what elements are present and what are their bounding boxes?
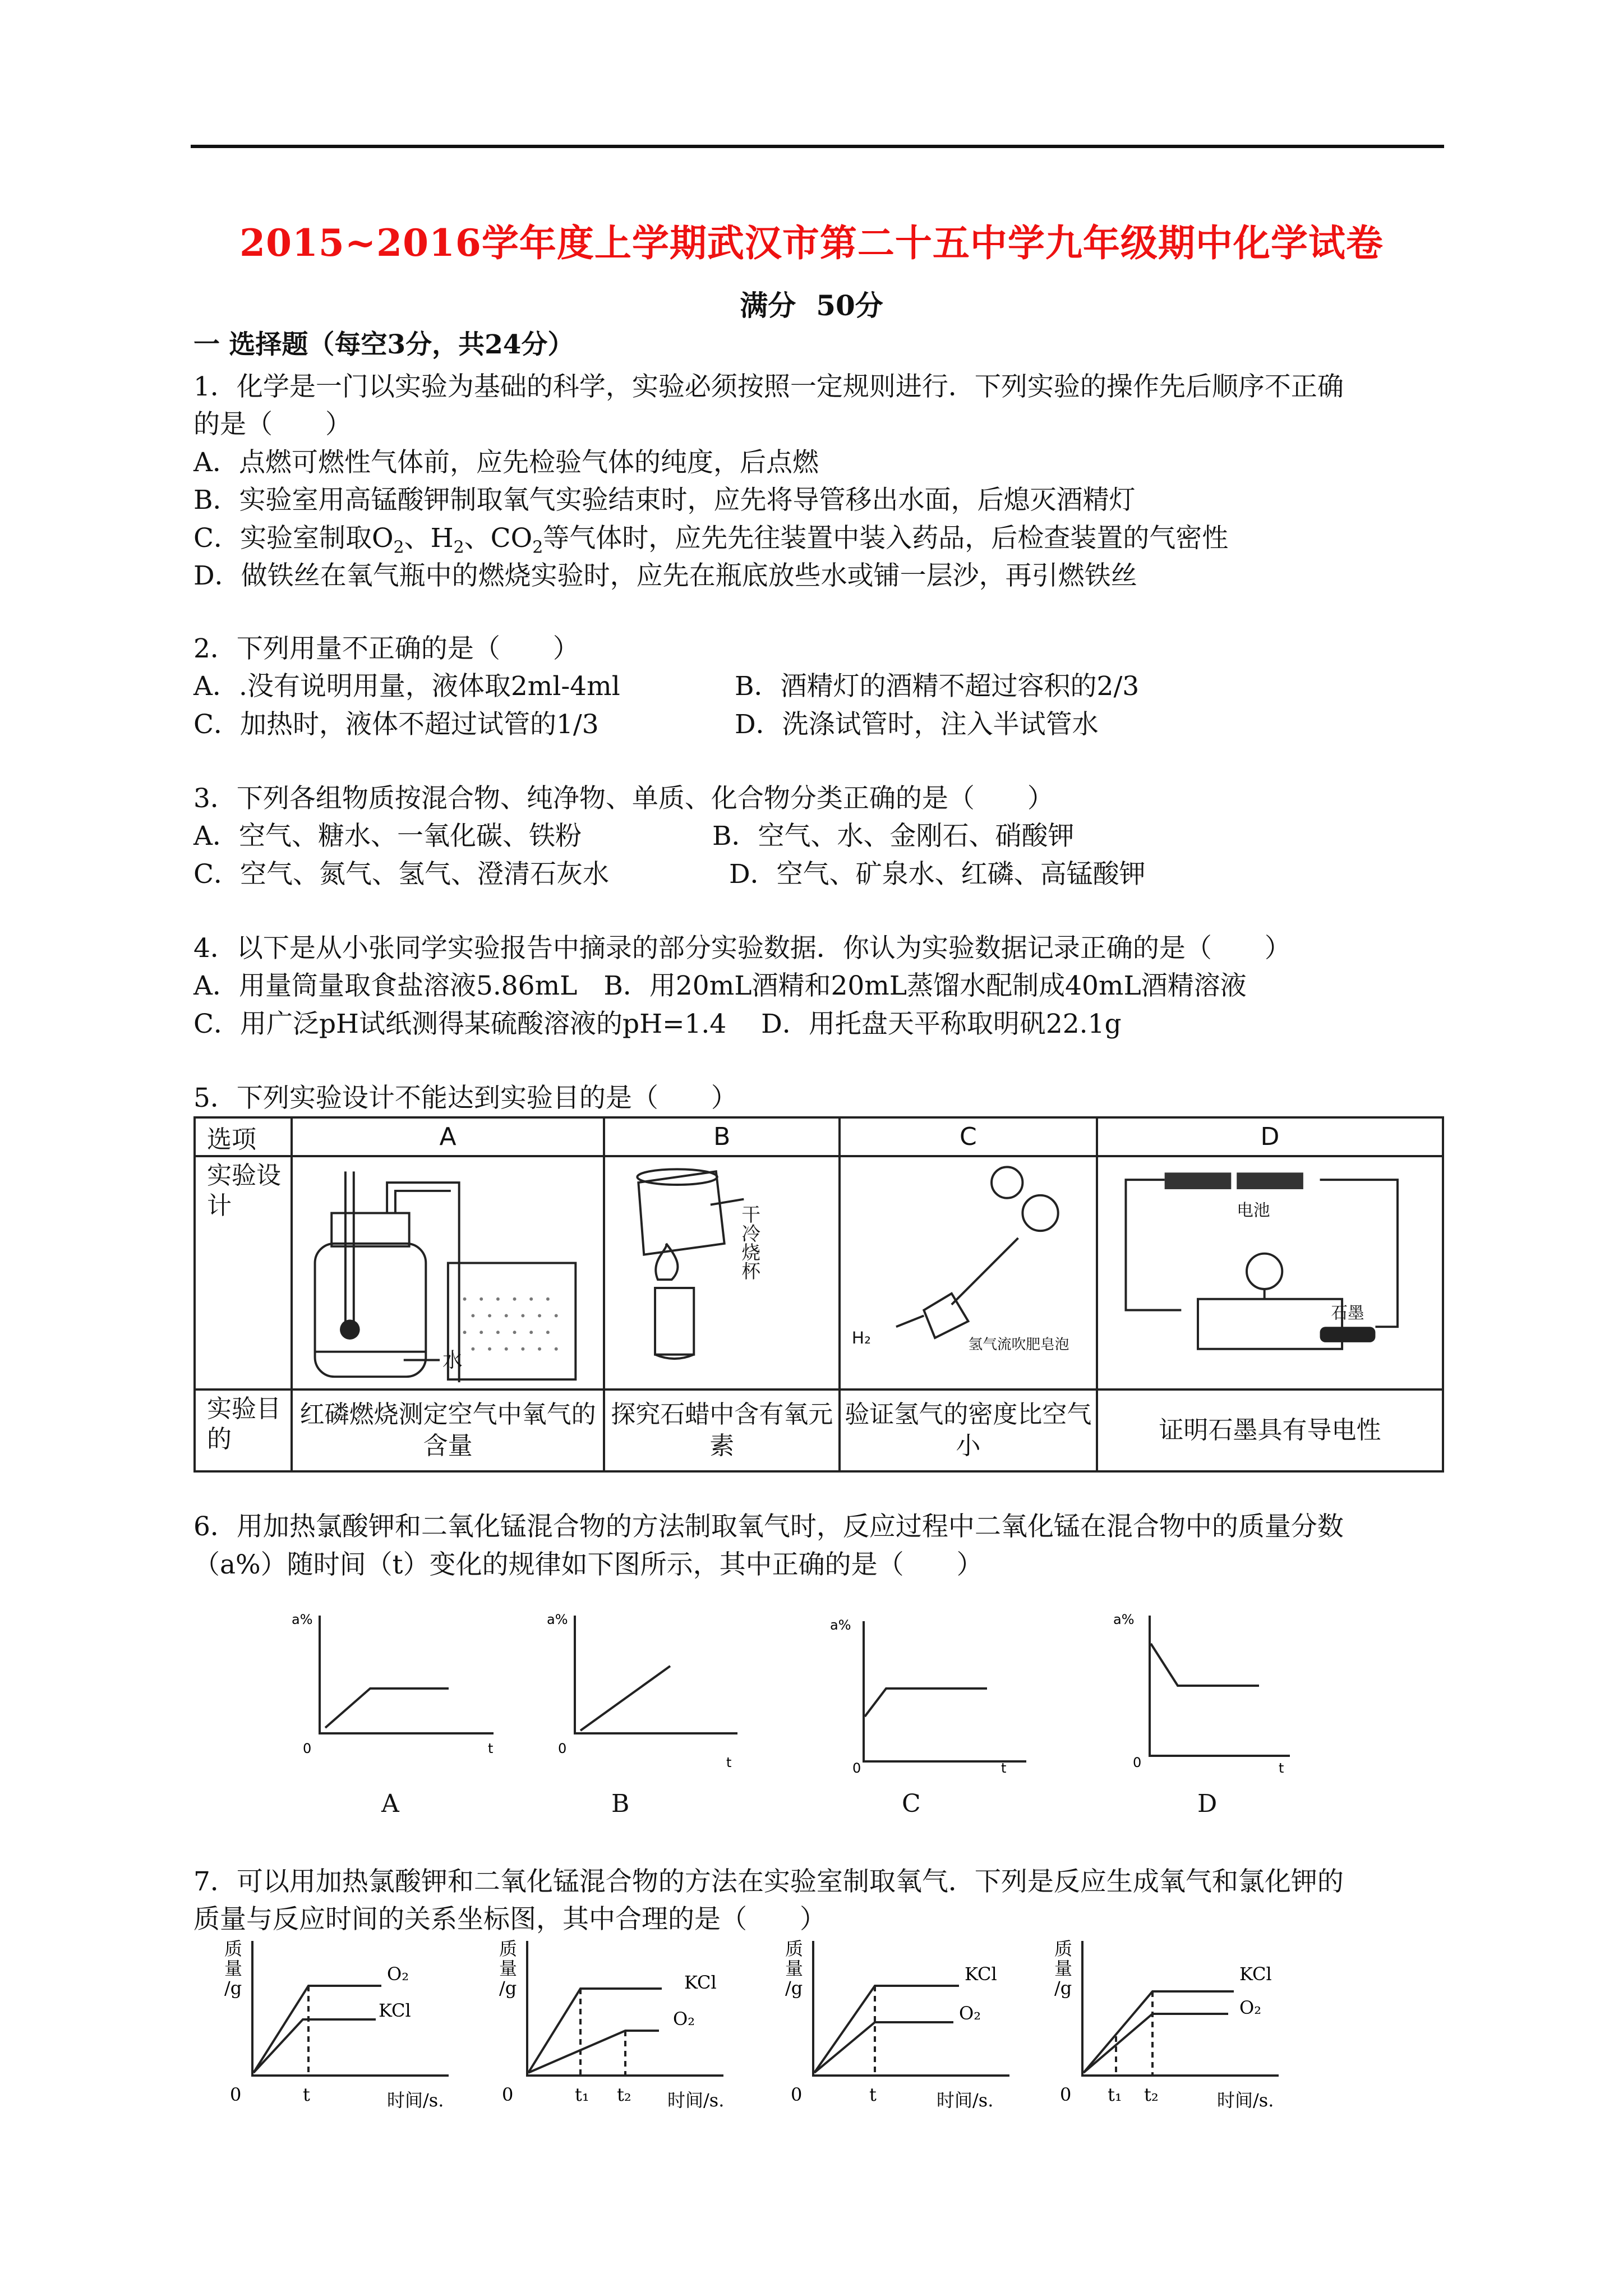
svg-text:时间/s.: 时间/s.: [387, 2090, 444, 2111]
q5-goal-b: 探究石蜡中含有氧元素: [604, 1389, 839, 1471]
svg-text:石墨: 石墨: [1331, 1303, 1364, 1323]
q1-option-a: A．点燃可燃性气体前，应先检验气体的纯度，后点燃: [193, 447, 819, 478]
svg-text:时间/s.: 时间/s.: [937, 2090, 994, 2111]
q2-option-d: D．洗涤试管时，注入半试管水: [735, 709, 1099, 740]
svg-text:t₂: t₂: [1144, 2084, 1159, 2105]
graphite-circuit-image: [1098, 1157, 1442, 1388]
svg-text:t: t: [1001, 1760, 1007, 1776]
q5-apparatus-d: [1097, 1156, 1443, 1389]
q5-apparatus-b: [604, 1156, 839, 1389]
svg-text:量: 量: [785, 1958, 804, 1979]
svg-text:质: 质: [1054, 1938, 1073, 1959]
svg-text:/g: /g: [224, 1977, 242, 1999]
svg-text:t₁: t₁: [575, 2084, 589, 2105]
q5-stem: 5．下列实验设计不能达到实验目的是（ ）: [193, 1083, 737, 1114]
q7-graph-c: [774, 1930, 1043, 2115]
svg-text:t: t: [726, 1755, 732, 1770]
svg-text:质: 质: [224, 1938, 243, 1959]
q5-header-c: C: [840, 1117, 1097, 1156]
svg-text:/g: /g: [785, 1977, 803, 1999]
svg-text:电池: 电池: [1237, 1200, 1270, 1220]
svg-text:0: 0: [791, 2084, 803, 2105]
svg-text:时间/s.: 时间/s.: [1217, 2090, 1274, 2111]
q3-option-a: A．空气、糖水、一氧化碳、铁粉: [193, 821, 582, 852]
q7-stem-cont: 质量与反应时间的关系坐标图，其中合理的是（ ）: [193, 1904, 826, 1935]
q7-graph-b: [488, 1930, 763, 2115]
q5-header-option: 选项: [195, 1117, 292, 1156]
q7-stem: 7．可以用加热氯酸钾和二氧化锰混合物的方法在实验室制取氧气．下列是反应生成氧气和氯化钾的: [193, 1866, 1344, 1897]
q3-option-b: B．空气、水、金刚石、硝酸钾: [712, 821, 1075, 852]
score-value: 50分: [816, 289, 883, 322]
svg-text:t: t: [1279, 1760, 1284, 1776]
svg-text:0: 0: [558, 1741, 567, 1756]
q6-graph-b: [536, 1604, 771, 1770]
svg-text:氢气流吹肥皂泡: 氢气流吹肥皂泡: [968, 1336, 1069, 1353]
q6-graph-a: [280, 1604, 516, 1761]
svg-text:/g: /g: [499, 1977, 517, 1999]
q6-stem: 6．用加热氯酸钾和二氧化锰混合物的方法制取氧气时，反应过程中二氧化锰在混合物中的质量分数: [193, 1511, 1344, 1542]
q5-header-d: D: [1097, 1117, 1443, 1156]
q5-header-a: A: [292, 1117, 605, 1156]
svg-text:质: 质: [785, 1938, 804, 1959]
q1-option-c: C．实验室制取$O_2$、$H_2$、$CO_2$等气体时，应先先往装置中装入药品，后检查装置的气密性: [193, 523, 1229, 558]
q3-option-c: C．空气、氮气、氢气、澄清石灰水: [193, 859, 609, 890]
q6-option-b: B: [611, 1789, 630, 1818]
section-heading: 一 选择题（每空3分，共24分）: [193, 329, 574, 360]
svg-text:干冷烧杯: 干冷烧杯: [739, 1204, 761, 1281]
q2-stem: 2．下列用量不正确的是（ ）: [193, 633, 579, 664]
q6-stem-cont: （a%）随时间（t）变化的规律如下图所示，其中正确的是（ ）: [193, 1549, 983, 1580]
q4-options-ab: A．用量筒量取食盐溶液5.86mL B．用20mL酒精和20mL蒸馏水配制成40mL酒精溶液: [193, 970, 1247, 1001]
phosphorus-apparatus-image: [293, 1157, 603, 1388]
q1-option-b: B．实验室用高锰酸钾制取氧气实验结束时，应先将导管移出水面，后熄灭酒精灯: [193, 485, 1136, 516]
q3-option-d: D．空气、矿泉水、红磷、高锰酸钾: [729, 859, 1146, 890]
q4-stem: 4．以下是从小张同学实验报告中摘录的部分实验数据．你认为实验数据记录正确的是（ ）: [193, 933, 1291, 964]
q5-goal-c: 验证氢气的密度比空气小: [840, 1389, 1097, 1471]
svg-text:O₂: O₂: [1239, 1997, 1262, 2018]
score-label: 满分: [740, 289, 796, 322]
q5-table: [193, 1116, 1444, 1473]
q5-header-b: B: [604, 1117, 839, 1156]
svg-text:/g: /g: [1054, 1977, 1072, 1999]
hydrogen-bubble-image: [841, 1157, 1096, 1388]
svg-text:质: 质: [499, 1938, 518, 1959]
q2-option-b: B．酒精灯的酒精不超过容积的2/3: [735, 671, 1140, 702]
q3-stem: 3．下列各组物质按混合物、纯净物、单质、化合物分类正确的是（ ）: [193, 783, 1054, 814]
q7-graph-d: [1043, 1930, 1324, 2115]
svg-text:0: 0: [852, 1760, 861, 1776]
q1-option-d: D．做铁丝在氧气瓶中的燃烧实验时，应先在瓶底放些水或铺一层沙，再引燃铁丝: [193, 560, 1137, 591]
q2-option-c: C．加热时，液体不超过试管的1/3: [193, 709, 599, 740]
svg-text:a%: a%: [547, 1612, 568, 1627]
q5-apparatus-a: [292, 1156, 605, 1389]
q7-graph-a: [213, 1930, 482, 2115]
svg-text:t: t: [303, 2084, 310, 2105]
svg-text:KCl: KCl: [684, 1972, 717, 1993]
q5-goal-a: 红磷燃烧测定空气中氧气的含量: [292, 1389, 605, 1471]
svg-text:a%: a%: [1113, 1612, 1135, 1627]
q2-option-a: A．.没有说明用量，液体取2ml-4ml: [193, 671, 620, 702]
q6-option-a: A: [381, 1789, 399, 1818]
svg-text:t: t: [488, 1741, 494, 1756]
svg-text:量: 量: [1054, 1958, 1073, 1979]
q5-goal-d: 证明石墨具有导电性: [1097, 1389, 1443, 1471]
svg-text:量: 量: [499, 1958, 518, 1979]
svg-text:KCl: KCl: [1239, 1963, 1272, 1985]
q5-row-design: 实验设计: [195, 1156, 292, 1389]
q6-graph-d: [1110, 1604, 1346, 1776]
svg-text:t: t: [869, 2084, 877, 2105]
svg-text:水: 水: [442, 1349, 463, 1372]
q6-option-c: C: [902, 1789, 921, 1818]
svg-text:t₂: t₂: [617, 2084, 631, 2105]
candle-cup-image: [605, 1157, 838, 1388]
svg-text:时间/s.: 时间/s.: [667, 2090, 725, 2111]
svg-text:KCl: KCl: [379, 2000, 411, 2021]
svg-text:0: 0: [502, 2084, 514, 2105]
svg-text:O₂: O₂: [959, 2003, 981, 2024]
q4-options-cd: C．用广泛pH试纸测得某硫酸溶液的pH=1.4 D．用托盘天平称取明矾22.1g: [193, 1009, 1122, 1039]
svg-text:a%: a%: [292, 1612, 313, 1627]
svg-text:0: 0: [1060, 2084, 1072, 2105]
q6-graph-c: [824, 1610, 1060, 1778]
svg-text:t₁: t₁: [1108, 2084, 1122, 2105]
svg-text:0: 0: [1133, 1755, 1142, 1770]
svg-text:O₂: O₂: [387, 1963, 409, 1985]
svg-text:O₂: O₂: [673, 2008, 695, 2030]
svg-text:H₂: H₂: [851, 1327, 871, 1347]
q6-option-d: D: [1197, 1789, 1218, 1818]
svg-text:0: 0: [230, 2084, 242, 2105]
svg-text:0: 0: [303, 1741, 312, 1756]
q1-stem: 1．化学是一门以实验为基础的科学，实验必须按照一定规则进行．下列实验的操作先后顺序不正确: [193, 371, 1344, 402]
svg-text:a%: a%: [830, 1617, 851, 1633]
exam-title: 2015~2016学年度上学期武汉市第二十五中学九年级期中化学试卷: [239, 221, 1384, 265]
full-score: [0, 283, 1623, 324]
svg-text:KCl: KCl: [965, 1963, 997, 1985]
q1-stem-cont: 的是（ ）: [193, 409, 352, 440]
header-rule: [191, 145, 1444, 148]
svg-text:量: 量: [224, 1958, 243, 1979]
q5-apparatus-c: [840, 1156, 1097, 1389]
q5-row-goal: 实验目的: [195, 1389, 292, 1471]
